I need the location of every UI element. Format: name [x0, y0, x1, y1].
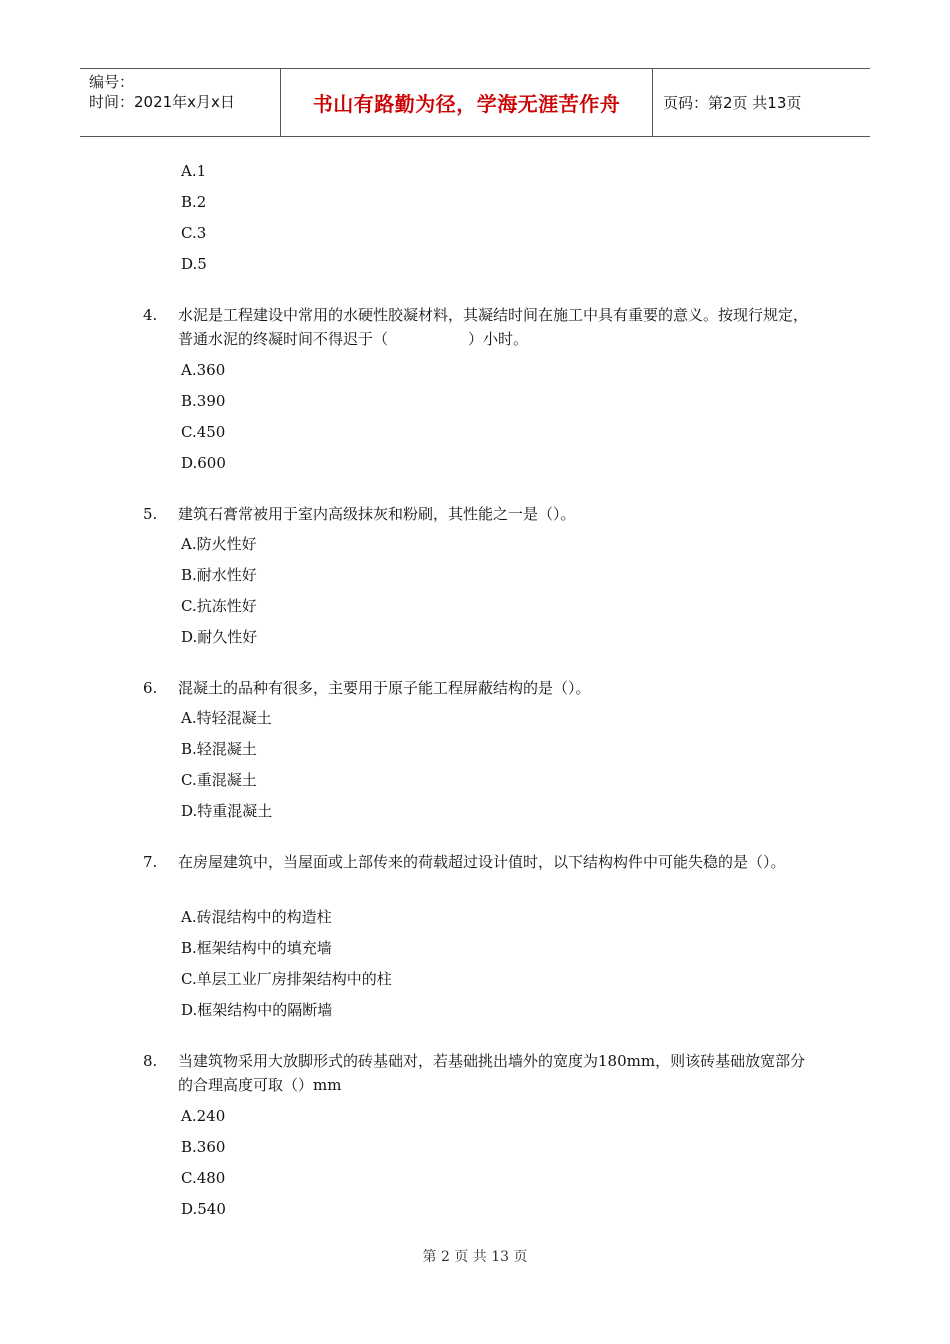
prev-option-a: A.1 [181, 162, 207, 180]
serial-label: 编号： [89, 73, 135, 91]
option-a: A.防火性好 [181, 535, 257, 553]
option-d: D.耐久性好 [181, 628, 258, 646]
option-d: D.540 [181, 1200, 226, 1218]
question-text: 建筑石膏常被用于室内高级抹灰和粉刷，其性能之一是（）。 [178, 505, 576, 523]
option-b: B.耐水性好 [181, 566, 257, 584]
option-d: D.600 [181, 454, 226, 472]
page-footer: 第 2 页 共 13 页 [422, 1249, 528, 1265]
header-motto-cell [281, 69, 653, 136]
question-number: 5. [143, 505, 158, 523]
option-c: C.450 [181, 423, 226, 441]
prev-option-b: B.2 [181, 193, 207, 211]
question-number: 4. [143, 306, 158, 324]
question-number: 8. [143, 1052, 158, 1070]
page-header [80, 68, 870, 137]
option-b: B.框架结构中的填充墙 [181, 939, 332, 957]
option-a: A.360 [181, 361, 226, 379]
option-c: C.480 [181, 1169, 226, 1187]
option-a: A.砖混结构中的构造柱 [181, 908, 332, 926]
option-d: D.框架结构中的隔断墙 [181, 1001, 333, 1019]
question-number: 7. [143, 853, 158, 871]
question-text [178, 303, 818, 351]
motto-text: 书山有路勤为径，学海无涯苦作舟 [312, 92, 621, 116]
question-text: 当建筑物采用大放脚形式的砖基础对，若基础挑出墙外的宽度为180mm，则该砖基础放宽部分的合理高度可取（）mm [178, 1052, 806, 1094]
question-text: 在房屋建筑中，当屋面或上部传来的荷载超过设计值时，以下结构构件中可能失稳的是（）。 [178, 853, 786, 871]
question-text: 混凝土的品种有很多，主要用于原子能工程屏蔽结构的是（）。 [178, 679, 591, 697]
option-c: C.单层工业厂房排架结构中的柱 [181, 970, 392, 988]
option-a: A.240 [181, 1107, 226, 1125]
prev-option-d: D.5 [181, 255, 207, 273]
question-text-after: ）小时。 [468, 330, 529, 348]
header-page-info: 页码：第2页 共13页 [663, 94, 802, 112]
option-c: C.重混凝土 [181, 771, 257, 789]
option-c: C.抗冻性好 [181, 597, 257, 615]
date-label: 时间：2021年x月x日 [89, 93, 235, 111]
option-a: A.特轻混凝土 [181, 709, 272, 727]
option-d: D.特重混凝土 [181, 802, 273, 820]
option-b: B.360 [181, 1138, 226, 1156]
header-meta [80, 69, 281, 136]
question-text-before: 水泥是工程建设中常用的水硬性胶凝材料，其凝结时间在施工中具有重要的意义。按现行规定，普通水泥的终凝时间不得迟于（ [178, 306, 809, 348]
option-b: B.轻混凝土 [181, 740, 257, 758]
question-number: 6. [143, 679, 158, 697]
prev-option-c: C.3 [181, 224, 207, 242]
option-b: B.390 [181, 392, 226, 410]
